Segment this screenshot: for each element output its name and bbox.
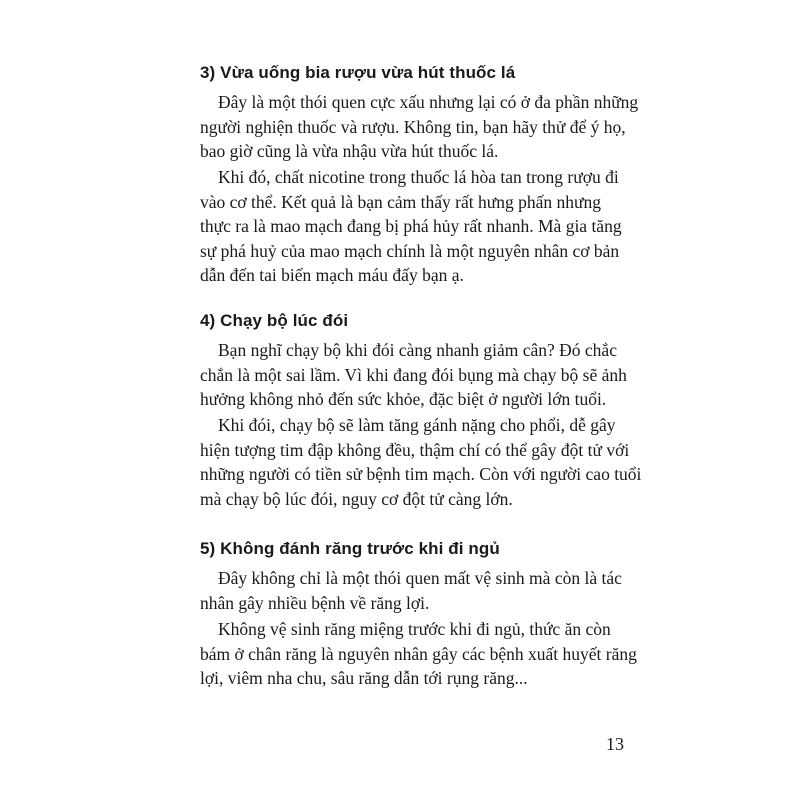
- page-number: 13: [606, 734, 624, 754]
- text-line: lợi, viêm nha chu, sâu răng dẫn tới rụng răng...: [200, 668, 528, 688]
- text-line: Đây là một thói quen cực xấu nhưng lại có ở đa phần những: [218, 92, 639, 112]
- text-line: sự phá huỷ của mao mạch chính là một nguyên nhân cơ bản: [200, 240, 620, 261]
- text-line: thực ra là mao mạch đang bị phá hủy rất nhanh. Mà gia tăng: [200, 216, 622, 236]
- text-line: dẫn đến tai biến mạch máu đấy bạn ạ.: [200, 265, 464, 285]
- text-line: hưởng không nhỏ đến sức khỏe, đặc biệt ở người lớn tuổi.: [200, 389, 607, 409]
- text-line: chắn là một sai lầm. Vì khi đang đói bụng mà chạy bộ sẽ ảnh: [200, 364, 627, 385]
- text-line: hiện tượng tim đập không đều, thậm chí có thể gây đột tử với: [200, 439, 630, 460]
- text-line: Không vệ sinh răng miệng trước khi đi ngủ, thức ăn còn: [218, 619, 611, 639]
- section-heading-5: 5) Không đánh răng trước khi đi ngủ: [200, 539, 500, 558]
- text-line: người nghiện thuốc và rượu. Không tin, bạn hãy thử để ý họ,: [200, 116, 626, 137]
- text-line: nhân gây nhiều bệnh về răng lợi.: [200, 592, 430, 613]
- paragraph-5-2: [200, 617, 660, 691]
- text-line: Bạn nghĩ chạy bộ khi đói càng nhanh giảm cân? Đó chắc: [218, 340, 617, 360]
- text-line: bao giờ cũng là vừa nhậu vừa hút thuốc lá.: [200, 141, 499, 161]
- section-heading-3: 3) Vừa uống bia rượu vừa hút thuốc lá: [200, 63, 516, 82]
- paragraph-4-1: [200, 338, 660, 412]
- text-line: bám ở chân răng là nguyên nhân gây các bệnh xuất huyết răng: [200, 643, 637, 664]
- text-line: Khi đó, chất nicotine trong thuốc lá hòa tan trong rượu đi: [218, 167, 619, 187]
- paragraph-3-1: [200, 90, 660, 164]
- section-heading-4: 4) Chạy bộ lúc đói: [200, 311, 349, 330]
- paragraph-5-1: [200, 566, 660, 615]
- paragraph-3-2: [200, 165, 660, 288]
- text-line: Khi đói, chạy bộ sẽ làm tăng gánh nặng cho phổi, dễ gây: [218, 415, 616, 435]
- paragraph-4-2: [200, 413, 660, 511]
- text-line: vào cơ thể. Kết quả là bạn cảm thấy rất hưng phấn nhưng: [200, 191, 601, 212]
- text-line: Đây không chỉ là một thói quen mất vệ sinh mà còn là tác: [218, 568, 622, 588]
- text-line: mà chạy bộ lúc đói, nguy cơ đột tử càng lớn.: [200, 488, 513, 509]
- text-line: những người có tiền sử bệnh tim mạch. Còn với người cao tuổi: [200, 464, 642, 484]
